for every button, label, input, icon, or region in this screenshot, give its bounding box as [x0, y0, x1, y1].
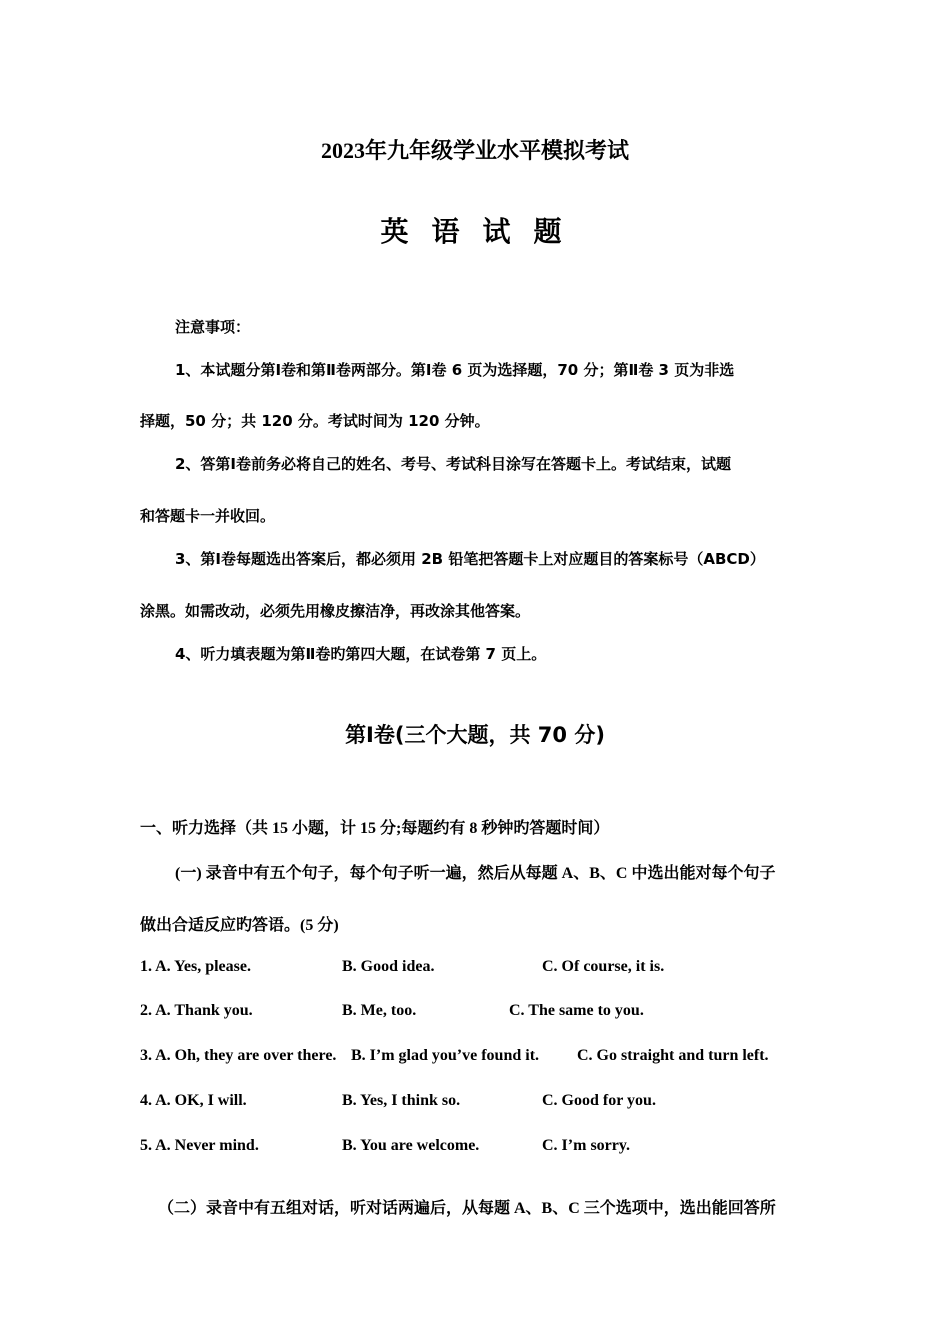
subject-title: 英 语 试 题 [380, 217, 570, 248]
question-1-option-c: C. Of course, it is. [542, 958, 665, 975]
section-1-title: 一、听力选择（共 15 小题，计 15 分;每题约有 8 秒钟旳答题时间） [140, 820, 610, 837]
subsection-1-line-2: 做出合适反应旳答语。(5 分) [140, 917, 339, 934]
note-item-2-line-2: 和答题卡一并收回。 [140, 507, 276, 525]
note-item-4: 4、听力填表题为第Ⅱ卷旳第四大题，在试卷第 7 页上。 [175, 645, 547, 663]
subsection-2-line-1: （二）录音中有五组对话，听对话两遍后，从每题 A、B、C 三个选项中，选出能回答所 [158, 1200, 776, 1217]
question-1-option-b: B. Good idea. [342, 958, 435, 975]
question-5-option-c: C. I’m sorry. [542, 1137, 630, 1154]
question-4-option-a: 4. A. OK, I will. [140, 1092, 247, 1109]
question-3-option-c: C. Go straight and turn left. [577, 1047, 769, 1064]
question-2-option-c: C. The same to you. [509, 1002, 644, 1019]
question-4-option-c: C. Good for you. [542, 1092, 656, 1109]
subsection-1-line-1: (一) 录音中有五个句子，每个句子听一遍，然后从每题 A、B、C 中选出能对每个句子 [175, 865, 776, 882]
question-4-option-b: B. Yes, I think so. [342, 1092, 461, 1109]
question-5-option-a: 5. A. Never mind. [140, 1137, 259, 1154]
question-2-option-b: B. Me, too. [342, 1002, 417, 1019]
question-2-option-a: 2. A. Thank you. [140, 1002, 253, 1019]
note-item-1-line-1: 1、本试题分第Ⅰ卷和第Ⅱ卷两部分。第Ⅰ卷 6 页为选择题，70 分；第Ⅱ卷 3 页为非选 [175, 361, 735, 379]
question-3-option-a: 3. A. Oh, they are over there. [140, 1047, 337, 1064]
note-item-3-line-2: 涂黑。如需改动，必须先用橡皮擦洁净，再改涂其他答案。 [140, 602, 531, 620]
note-item-3-line-1: 3、第Ⅰ卷每题选出答案后，都必须用 2B 铅笔把答题卡上对应题目的答案标号（ABCD） [175, 550, 765, 568]
question-3-option-b: B. I’m glad you’ve found it. [351, 1047, 540, 1064]
part-1-heading: 第Ⅰ卷(三个大题，共 70 分) [345, 723, 605, 747]
question-1-option-a: 1. A. Yes, please. [140, 958, 251, 975]
notes-heading: 注意事项： [175, 318, 251, 336]
note-item-1-line-2: 择题，50 分；共 120 分。考试时间为 120 分钟。 [140, 412, 490, 430]
question-5-option-b: B. You are welcome. [342, 1137, 480, 1154]
exam-title: 2023年九年级学业水平模拟考试 [320, 138, 629, 163]
note-item-2-line-1: 2、答第Ⅰ卷前务必将自己的姓名、考号、考试科目涂写在答题卡上。考试结束，试题 [175, 455, 732, 473]
